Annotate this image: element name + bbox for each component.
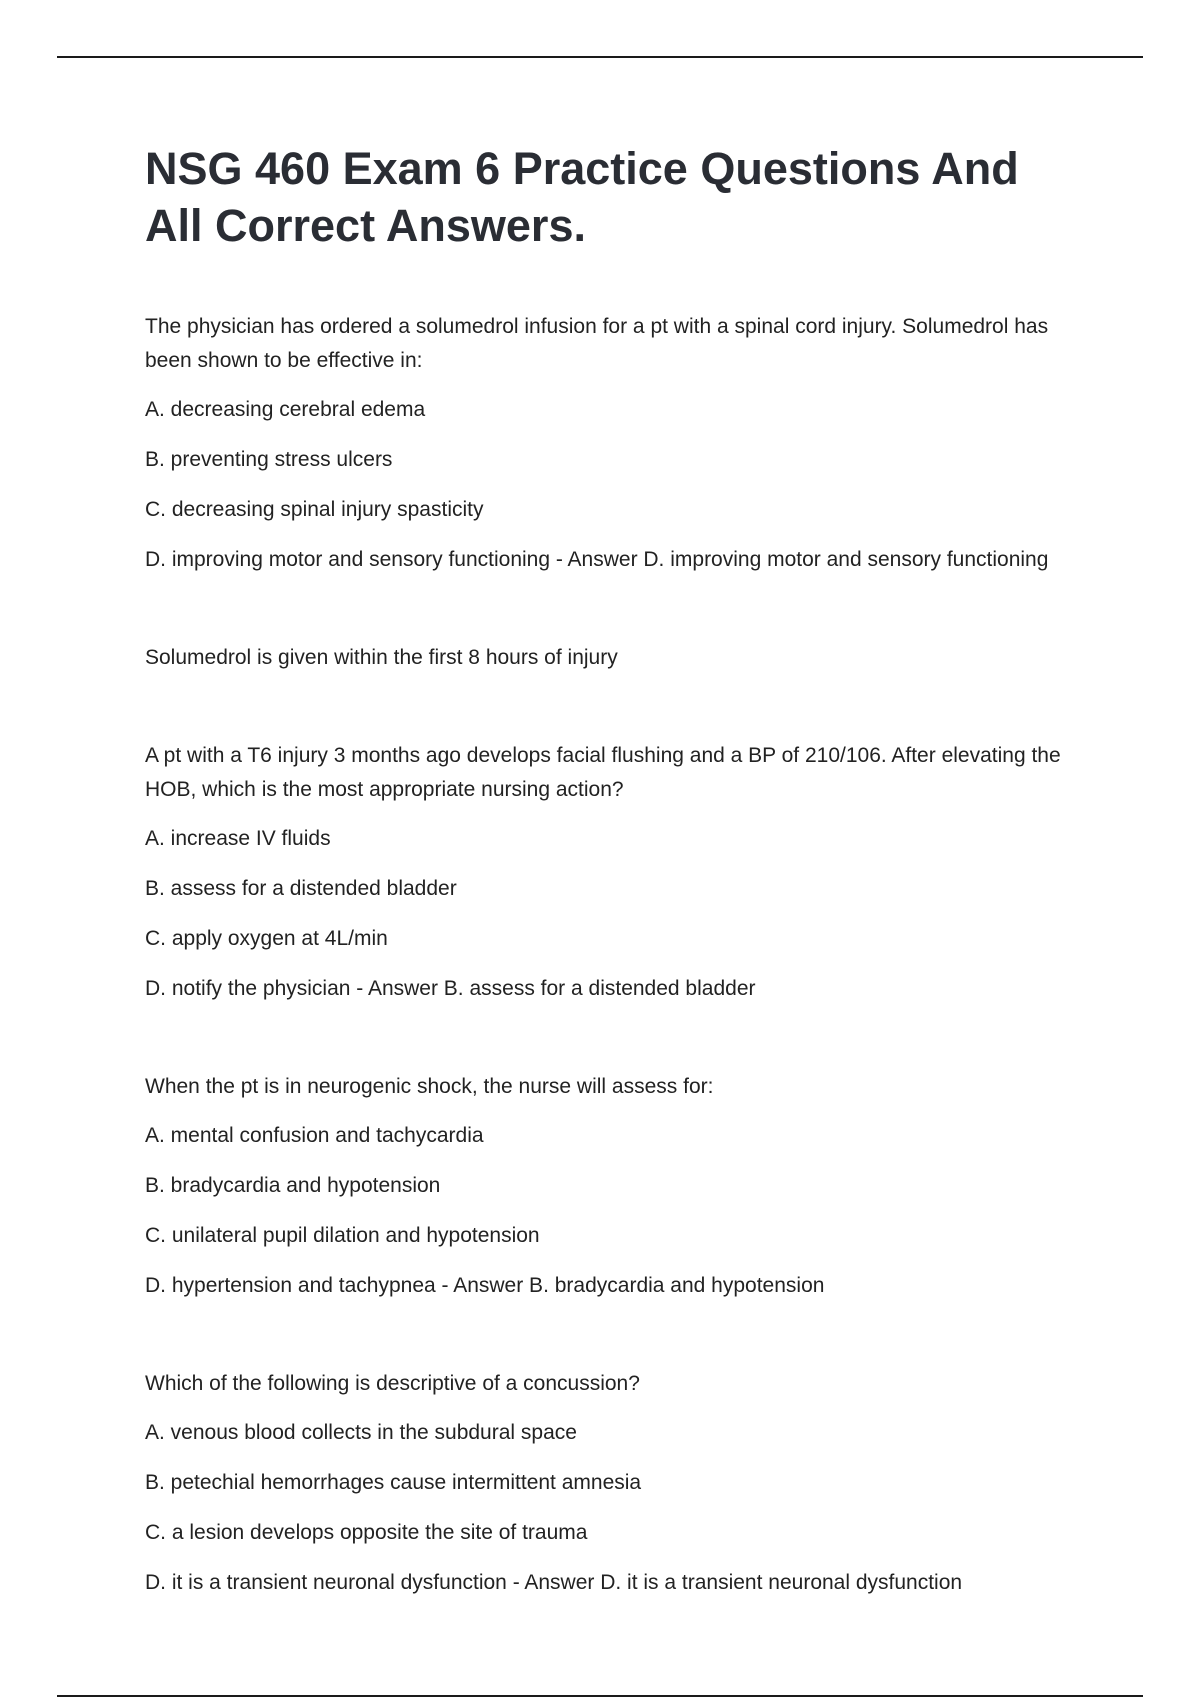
question-text: Which of the following is descriptive of a concussion? bbox=[145, 1372, 640, 1395]
document-title: NSG 460 Exam 6 Practice Questions And All Correct Answers. bbox=[145, 143, 1019, 251]
option-c: C. apply oxygen at 4L/min bbox=[145, 927, 388, 950]
question-block-1 bbox=[145, 310, 1085, 675]
question-text: A pt with a T6 injury 3 months ago develops facial flushing and a BP of 210/106. After elevating the HOB, which is the most appropriate nursing action? bbox=[145, 744, 1061, 801]
question-text: When the pt is in neurogenic shock, the nurse will assess for: bbox=[145, 1075, 714, 1098]
option-c: C. decreasing spinal injury spasticity bbox=[145, 498, 484, 521]
bottom-rule bbox=[57, 1695, 1143, 1697]
option-c: C. unilateral pupil dilation and hypotension bbox=[145, 1224, 540, 1247]
spacer bbox=[145, 675, 1085, 739]
question-text: The physician has ordered a solumedrol infusion for a pt with a spinal cord injury. Solumedrol has been shown to be effective in: bbox=[145, 315, 1049, 372]
option-d-with-answer: D. notify the physician - Answer B. assess for a distended bladder bbox=[145, 977, 756, 1000]
option-c: C. a lesion develops opposite the site of trauma bbox=[145, 1521, 588, 1544]
spacer bbox=[145, 577, 1085, 641]
option-a: A. mental confusion and tachycardia bbox=[145, 1124, 484, 1147]
option-d-with-answer: D. hypertension and tachypnea - Answer B. bradycardia and hypotension bbox=[145, 1274, 825, 1297]
answer-rationale: Solumedrol is given within the first 8 hours of injury bbox=[145, 646, 618, 669]
option-a: A. decreasing cerebral edema bbox=[145, 398, 426, 421]
question-block-3 bbox=[145, 1070, 1085, 1303]
spacer bbox=[145, 1303, 1085, 1367]
question-block-4 bbox=[145, 1367, 1085, 1600]
option-a: A. venous blood collects in the subdural space bbox=[145, 1421, 577, 1444]
question-block-2 bbox=[145, 739, 1085, 1006]
option-b: B. bradycardia and hypotension bbox=[145, 1174, 441, 1197]
option-d-with-answer: D. it is a transient neuronal dysfunction - Answer D. it is a transient neuronal dysfunction bbox=[145, 1571, 963, 1594]
top-rule bbox=[57, 56, 1143, 58]
option-b: B. preventing stress ulcers bbox=[145, 448, 393, 471]
option-a: A. increase IV fluids bbox=[145, 827, 331, 850]
spacer bbox=[145, 1006, 1085, 1070]
option-d-with-answer: D. improving motor and sensory functioning - Answer D. improving motor and sensory functioning bbox=[145, 548, 1049, 571]
document-body bbox=[145, 140, 1085, 1600]
option-b: B. assess for a distended bladder bbox=[145, 877, 457, 900]
option-b: B. petechial hemorrhages cause intermittent amnesia bbox=[145, 1471, 642, 1494]
